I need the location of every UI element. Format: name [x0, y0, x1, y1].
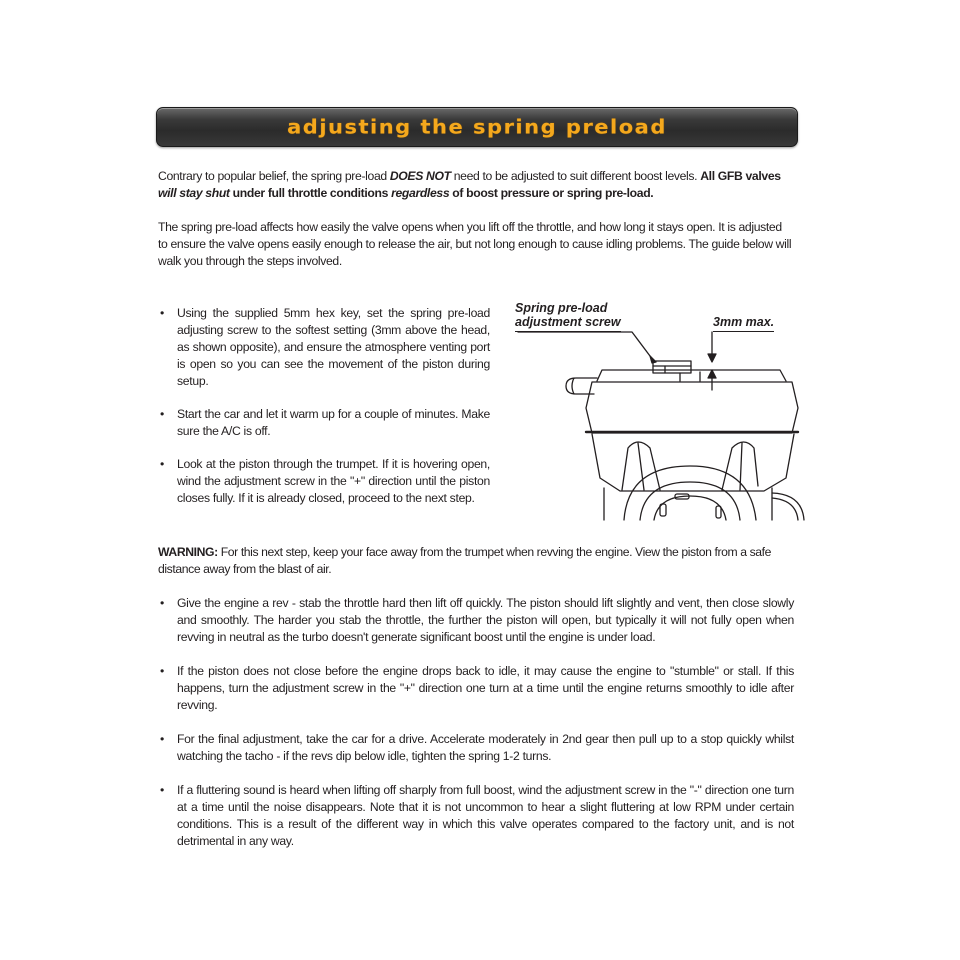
- section-title-bar: [156, 107, 798, 147]
- emphasis-regardless: regardless: [391, 186, 450, 200]
- label-line: adjustment screw: [515, 315, 621, 329]
- list-item: • For the final adjustment, take the car for a drive. Accelerate moderately in 2nd gear then pull up to a stop quickly whilst watching the tacho - if the revs dip below idle, tighten the spring 1-2 turns.: [158, 731, 794, 765]
- diagram-label-screw: [515, 301, 621, 332]
- section-title: adjusting the spring preload: [287, 115, 667, 139]
- emphasis-does-not: DOES NOT: [389, 169, 451, 183]
- bold-text: All GFB valves: [700, 169, 781, 183]
- list-item: • Give the engine a rev - stab the throttle hard then lift off quickly. The piston should lift slightly and vent, then close slowly and smoothly. The harder you stab the throttle, the further the piston will open, but typically it will not fully open when revving in neutral as the turbo doesn't generate significant boost until the engine is under load.: [158, 595, 794, 646]
- setup-steps-list: [158, 305, 490, 507]
- adjustment-steps-list: [158, 595, 794, 850]
- label-line: Spring pre-load: [515, 301, 608, 315]
- bold-text: under full throttle conditions: [229, 186, 392, 200]
- emphasis-will-stay-shut: will stay shut: [158, 186, 230, 200]
- diagram-label-max: 3mm max.: [713, 315, 774, 332]
- list-item: • If the piston does not close before the engine drops back to idle, it may cause the engine to "stumble" or stall. If this happens, turn the adjustment screw in the "+" direction one turn at a time until the engine returns smoothly to idle after revving.: [158, 663, 794, 714]
- list-item: • If a fluttering sound is heard when lifting off sharply from full boost, wind the adjustment screw in the "-" direction one turn at a time until the noise disappears. Note that it is not uncommon to hear a slight fluttering at low RPM under certain conditions. This is a result of the different way in which this valve operates compared to the factory unit, and is not detrimental in any way.: [158, 782, 794, 850]
- warning-paragraph: [158, 544, 794, 578]
- list-item: • Start the car and let it warm up for a couple of minutes. Make sure the A/C is off.: [158, 406, 490, 440]
- bold-text: of boost pressure or spring pre-load.: [449, 186, 654, 200]
- list-item: • Using the supplied 5mm hex key, set the spring pre-load adjusting screw to the softest setting (3mm above the head, as shown opposite), and ensure the atmosphere venting port is open so you can see the movement of the piston during setup.: [158, 305, 490, 390]
- intro-text: Contrary to popular belief, the spring pre-load: [158, 169, 390, 183]
- warning-label: WARNING:: [158, 545, 218, 559]
- intro-paragraph-2: The spring pre-load affects how easily the valve opens when you lift off the throttle, and how long it stays open. It is adjusted to ensure the valve opens easily enough to release the air, but not long enough to cause idling problems. The guide below will walk you through the steps involved.: [158, 220, 792, 268]
- warning-text: For this next step, keep your face away from the trumpet when revving the engine. View the piston from a safe distance away from the blast of air.: [158, 545, 772, 576]
- list-item: • Look at the piston through the trumpet. If it is hovering open, wind the adjustment screw in the "+" direction until the piston closes fully. If it is already closed, proceed to the next step.: [158, 456, 490, 507]
- valve-diagram: [510, 298, 810, 523]
- intro-paragraph-1: [158, 168, 794, 202]
- intro-text: need to be adjusted to suit different boost levels.: [450, 169, 701, 183]
